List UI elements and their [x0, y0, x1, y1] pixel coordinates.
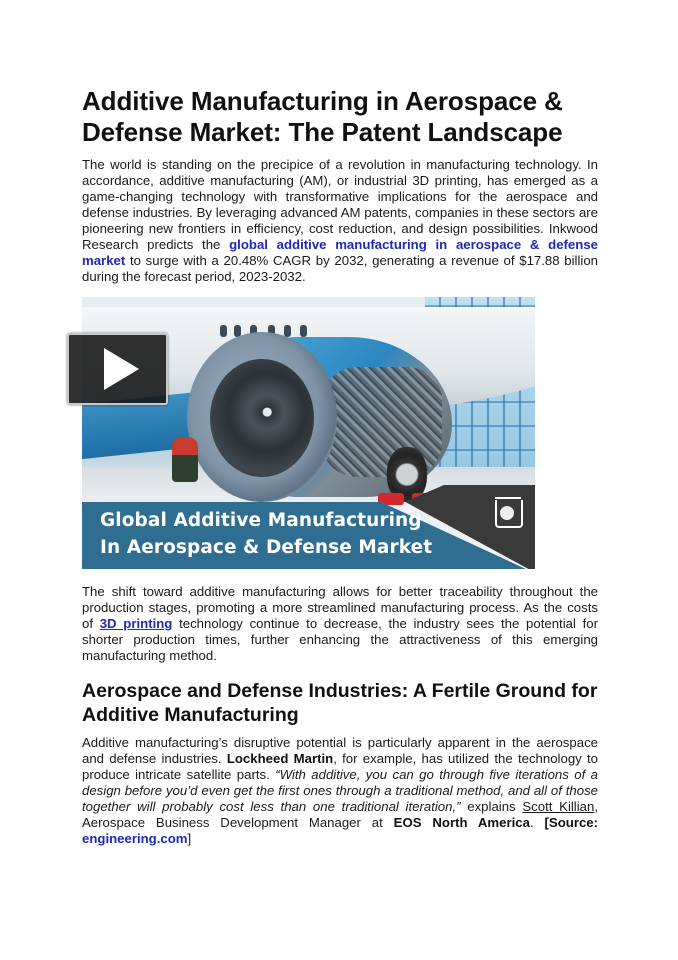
- aircraft-window: [300, 325, 307, 337]
- source-label: [Source:: [544, 815, 599, 830]
- para2-text: The shift toward additive manufacturing allows for better traceability throughout the production stages, promoting a more streamlined manufacturing process. As the costs of: [82, 584, 598, 631]
- intro-paragraph: [82, 157, 598, 285]
- printer-dish: [500, 506, 514, 520]
- source-close: ]: [187, 831, 192, 846]
- para3-text-5: .: [529, 815, 545, 830]
- section-heading: Aerospace and Defense Industries: A Fertile Ground for Additive Manufacturing: [82, 680, 598, 726]
- market-report-link[interactable]: global additive manufacturing in aerospace & defense market: [82, 237, 598, 268]
- para3-text-2: , for example, has utilized the technology to produce intricate satellite parts.: [82, 751, 598, 782]
- 3d-printer-icon: [495, 500, 523, 528]
- banner-line-2: In Aerospace & Defense Market: [100, 537, 433, 558]
- para3-text-4: , Aerospace Business Development Manager at: [82, 799, 599, 830]
- organization-name: EOS North America: [393, 815, 530, 830]
- play-icon: [104, 348, 139, 390]
- page-title: Additive Manufacturing in Aerospace & Defense Market: The Patent Landscape: [82, 86, 563, 147]
- technician: [172, 437, 198, 482]
- intro-text: The world is standing on the precipice of a revolution in manufacturing technology. In accordance, additive manufacturing (AM), or industrial 3D printing, has emerged as a game-changing technology with transformative implications for the aerospace and defense industries. By leveraging advanced AM patents, companies in these sectors are pioneering new frontiers in efficiency, cost reduction, and design possibilities. Inkwood Research predicts the: [82, 157, 598, 252]
- engine-fan: [210, 359, 314, 477]
- para3-text: Additive manufacturing’s disruptive potential is particularly apparent in the aerospace and defense industries.: [82, 735, 598, 766]
- intro-text-end: to surge with a 20.48% CAGR by 2032, generating a revenue of $17.88 billion during the forecast period, 2023-2032.: [82, 253, 598, 284]
- quote: “With additive, you can go through five iterations of a design before you’d even get the first ones through a traditional method, and all of those together will probably cost less than one traditional iteration,”: [82, 767, 599, 814]
- person-name: Scott Killian: [522, 799, 595, 814]
- printer-arm: [495, 497, 521, 499]
- banner-text: [100, 507, 432, 561]
- para3-text-3: explains: [460, 799, 523, 814]
- traceability-paragraph: [82, 584, 598, 664]
- company-name: Lockheed Martin: [226, 751, 334, 766]
- play-button[interactable]: [67, 333, 168, 405]
- source-link[interactable]: engineering.com: [82, 831, 188, 846]
- para2-text-end: technology continue to decrease, the industry sees the potential for shorter production times, further enhancing the attractiveness of this emerging manufacturing method.: [82, 616, 598, 663]
- 3d-printing-link[interactable]: 3D printing: [99, 616, 173, 631]
- aircraft-window: [220, 325, 227, 337]
- industries-paragraph: [82, 735, 598, 847]
- banner-line-1: Global Additive Manufacturing: [100, 510, 422, 531]
